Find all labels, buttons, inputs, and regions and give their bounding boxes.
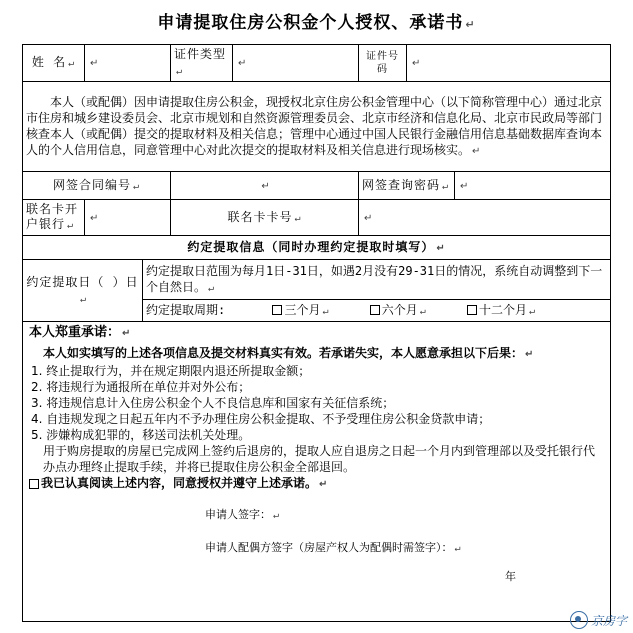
scheduled-note: 约定提取日范围为每月1日-31日，如遇2月没有29-31日的情况，系统自动调整到下一个自然日。 ↵	[143, 260, 611, 300]
checkbox-icon	[467, 305, 477, 315]
id-type-field[interactable]: ↵	[233, 45, 359, 82]
option-twelve-months[interactable]: 十二个月 ↵	[467, 303, 535, 317]
scheduled-heading: 约定提取信息（同时办理约定提取时填写） ↵	[23, 236, 611, 260]
id-number-field[interactable]: ↵	[407, 45, 611, 82]
applicant-signature-line[interactable]: 申请人签字： ↵	[205, 508, 280, 521]
contract-query-code-field[interactable]: ↵	[455, 172, 611, 200]
id-number-label: 证件号码	[359, 45, 407, 82]
watermark-logo-icon	[570, 611, 588, 629]
contract-query-code-label: 网签查询密码 ↵	[359, 172, 455, 200]
name-field[interactable]: ↵	[85, 45, 171, 82]
promise-tail: 用于购房提取的房屋已完成网上签约后退房的，提取人应自退房之日起一个月内到管理部以及受托银行代办点办理终止提取手续，并将已提取住房公积金全部退回。	[43, 444, 596, 474]
promise-intro: 本人如实填写的上述各项信息及提交材料真实有效。若承诺失实，本人愿意承担以下后果： ↵	[43, 346, 534, 360]
promise-title: 本人郑重承诺： ↵	[29, 325, 131, 340]
row-scheduled-note	[23, 260, 611, 300]
checkbox-icon	[272, 305, 282, 315]
period-label: 约定提取周期:	[146, 302, 226, 317]
promise-item: 2. 将违规行为通报所在单位并对外公布；	[31, 380, 251, 394]
option-three-months[interactable]: 三个月 ↵	[272, 303, 328, 317]
page-title: 申请提取住房公积金个人授权、承诺书 ↵	[157, 13, 476, 33]
row-card	[23, 200, 611, 236]
contract-number-field[interactable]: ↵	[171, 172, 359, 200]
checkbox-icon	[370, 305, 380, 315]
spouse-signature-line[interactable]: 申请人配偶方签字（房屋产权人为配偶时需签字）： ↵	[205, 541, 461, 554]
scheduled-period	[143, 300, 611, 322]
card-number-field[interactable]: ↵	[359, 200, 611, 236]
promise-section	[23, 322, 611, 622]
promise-item: 3. 将违规信息计入住房公积金个人不良信息库和国家有关征信系统；	[31, 396, 395, 410]
row-contract	[23, 172, 611, 200]
row-promise	[23, 322, 611, 622]
row-authorization	[23, 82, 611, 172]
promise-item: 1. 终止提取行为，并在规定期限内退还所提取金额；	[31, 364, 311, 378]
watermark: 京房字	[570, 611, 627, 629]
promise-item: 4. 自违规发现之日起五年内不予办理住房公积金提取、不予受理住房公积金贷款申请；	[31, 412, 491, 426]
authorization-text: 本人（或配偶）因申请提取住房公积金，现授权北京住房公积金管理中心（以下简称管理中心）通过北京市住房和城乡建设委员会、北京市规划和自然资源管理委员会、北京市经济和信息化局、北京市民政局等部门核查本人（或配偶）提交的提取材料及相关信息；管理中心通过中国人民银行金融信用信息基础数据库查询本人的个人信用信息，同意管理中心对此次提交的提取材料及相关信息进行现场核实。 ↵	[23, 82, 611, 172]
scheduled-day-label: 约定提取日（ ）日↵	[23, 260, 143, 322]
id-type-label: 证件类型↵	[171, 45, 233, 82]
contract-number-label: 网签合同编号 ↵	[23, 172, 171, 200]
promise-item: 5. 涉嫌构成犯罪的，移送司法机关处理。	[31, 428, 251, 442]
card-number-label: 联名卡卡号 ↵	[171, 200, 359, 236]
row-scheduled-heading	[23, 236, 611, 260]
application-form	[22, 44, 611, 622]
name-label: 姓 名 ↵	[23, 45, 85, 82]
option-six-months[interactable]: 六个月 ↵	[370, 303, 426, 317]
checkbox-icon[interactable]	[29, 479, 39, 489]
row-identity	[23, 45, 611, 82]
agree-checkbox-row[interactable]: 我已认真阅读上述内容，同意授权并遵守上述承诺。 ↵	[29, 475, 604, 493]
date-year: 年	[505, 570, 516, 583]
card-bank-field[interactable]: ↵	[85, 200, 171, 236]
card-bank-label: 联名卡开户银行 ↵	[23, 200, 85, 236]
